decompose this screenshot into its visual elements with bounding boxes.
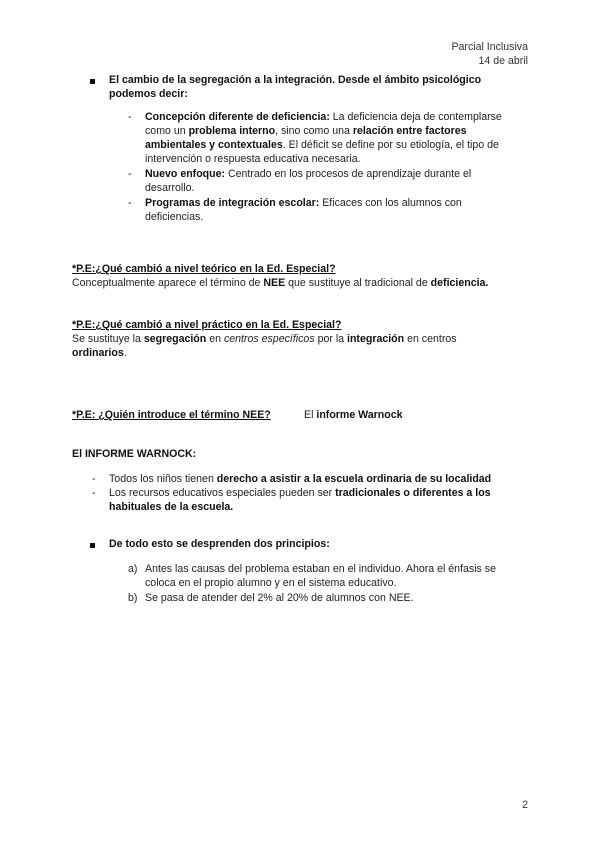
- principle-b: Se pasa de atender del 2% al 20% de alumnos con NEE.: [145, 592, 414, 604]
- warnock-bullet-1: Todos los niños tienen derecho a asistir a la escuela ordinaria de su localidad: [109, 473, 492, 485]
- pe3-question: *P.E: ¿Quién introduce el término NEE?: [72, 409, 271, 421]
- item-term: Nuevo enfoque:: [145, 168, 226, 180]
- principle-a: Antes las causas del problema estaban en el individuo. Ahora el énfasis se coloca en el propio alumno y en el sistema educativo.: [145, 563, 496, 589]
- item-text: La deficiencia deja de contemplarse: [329, 111, 502, 123]
- warnock-bullet-2: Los recursos educativos especiales pueden ser tradicionales o diferentes a los habituales de la escuela.: [109, 487, 491, 513]
- item-term: ambientales y contextuales: [145, 139, 283, 151]
- principles-heading: De todo esto se desprenden dos principios:: [109, 538, 330, 550]
- item-term: problema interno: [188, 125, 276, 137]
- pe2-question: *P.E:¿Qué cambió a nivel práctico en la Ed. Especial?: [72, 319, 342, 331]
- item-text: Eficaces con los alumnos con: [319, 197, 462, 209]
- list-marker-a: a): [128, 563, 138, 575]
- item-text: como un: [145, 125, 189, 137]
- item-text: deficiencias.: [145, 211, 204, 223]
- pe3-answer: El informe Warnock: [304, 409, 403, 421]
- item-text: intervención o respuesta educativa necesaria.: [145, 153, 361, 165]
- warnock-title: El INFORME WARNOCK:: [72, 448, 197, 460]
- square-bullet-icon: [90, 543, 95, 548]
- item-text: desarrollo.: [145, 182, 195, 194]
- pe2-answer: Se sustituye la segregación en centros específicos por la integración en centros ordinarios.: [72, 333, 457, 359]
- dash-bullet: -: [128, 197, 132, 209]
- header-title: Parcial Inclusiva: [451, 41, 528, 53]
- dash-bullet: -: [92, 487, 96, 499]
- item-text: , sino como una: [275, 125, 353, 137]
- pe1-question: *P.E:¿Qué cambió a nivel teórico en la Ed. Especial?: [72, 263, 336, 275]
- item-term: relación entre factores: [352, 125, 467, 137]
- dash-bullet: -: [128, 168, 132, 180]
- item-term: Programas de integración escolar:: [145, 197, 320, 209]
- item-text: . El déficit se define por su etiología, el tipo de: [282, 139, 499, 151]
- list-item: [145, 110, 535, 166]
- list-item: [145, 196, 535, 224]
- pe1-answer: Conceptualmente aparece el término de NEE que sustituye al tradicional de deficiencia.: [72, 277, 489, 289]
- list-item: [145, 167, 535, 195]
- dash-bullet: -: [92, 473, 96, 485]
- item-text: Centrado en los procesos de aprendizaje durante el: [225, 168, 472, 180]
- square-bullet-icon: [90, 79, 95, 84]
- list-marker-b: b): [128, 592, 138, 604]
- dash-bullet: -: [128, 111, 132, 123]
- section1-heading-line1: El cambio de la segregación a la integración. Desde el ámbito psicológico: [109, 74, 482, 86]
- item-term: Concepción diferente de deficiencia:: [145, 111, 330, 123]
- section1-heading: [109, 73, 481, 101]
- section1-heading-line2: podemos decir:: [109, 88, 188, 100]
- page-number: 2: [522, 799, 528, 811]
- header-date: 14 de abril: [478, 55, 528, 67]
